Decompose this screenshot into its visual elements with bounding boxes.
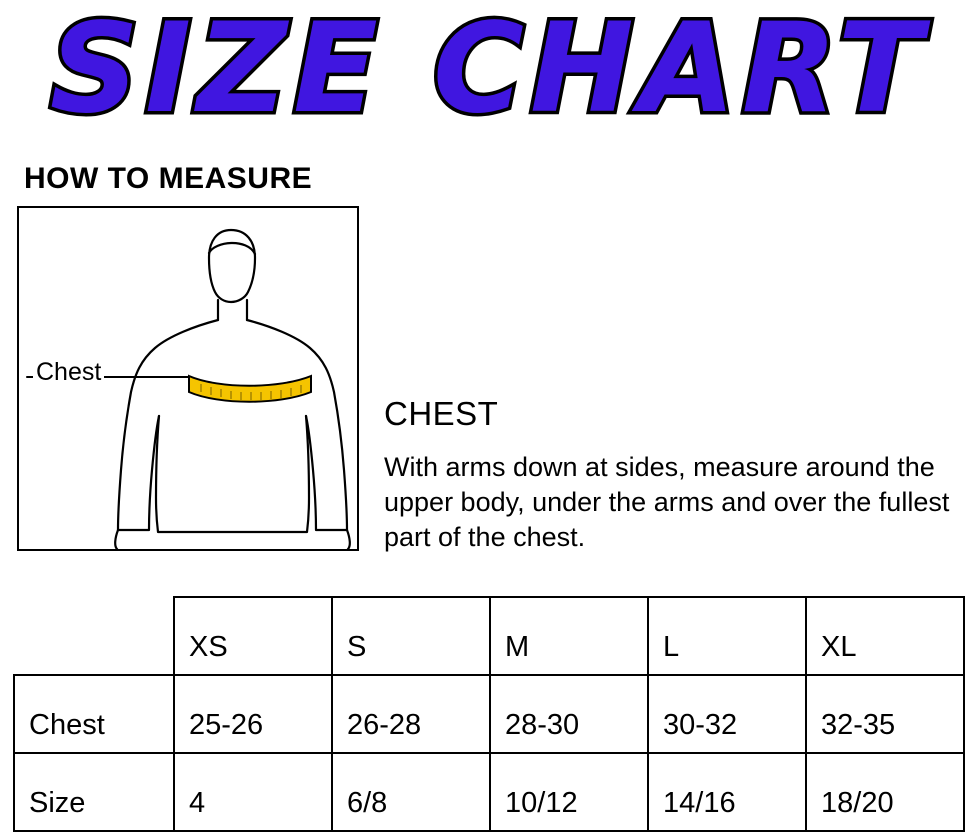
- table-header-l: L: [648, 597, 806, 675]
- page-title: SIZE CHART: [49, 0, 929, 141]
- table-row: [14, 753, 964, 831]
- row-label-size: Size: [14, 753, 174, 831]
- row-label-chest: Chest: [14, 675, 174, 753]
- chest-xs-value: 25-26: [174, 675, 332, 753]
- table-header-s: S: [332, 597, 490, 675]
- table-header-xs: XS: [174, 597, 332, 675]
- size-m-value: 10/12: [490, 753, 648, 831]
- tape-measure: [189, 376, 311, 402]
- table-corner-cell: [14, 597, 174, 675]
- chest-m-value: 28-30: [490, 675, 648, 753]
- chest-l-value: 30-32: [648, 675, 806, 753]
- description-body: With arms down at sides, measure around the upper body, under the arms and over the fullest part of the chest.: [384, 452, 950, 552]
- chest-xl-value: 32-35: [806, 675, 964, 753]
- table-header-row: [14, 597, 964, 675]
- size-l-value: 14/16: [648, 753, 806, 831]
- size-s-value: 6/8: [332, 753, 490, 831]
- how-to-measure-heading: HOW TO MEASURE: [24, 162, 313, 195]
- table-header-m: M: [490, 597, 648, 675]
- size-xl-value: 18/20: [806, 753, 964, 831]
- chest-s-value: 26-28: [332, 675, 490, 753]
- table-row: [14, 675, 964, 753]
- size-table: [13, 596, 965, 832]
- description-heading: CHEST: [384, 395, 499, 432]
- size-xs-value: 4: [174, 753, 332, 831]
- figure-chest-label: Chest: [33, 358, 104, 387]
- table-header-xl: XL: [806, 597, 964, 675]
- page-title-banner: [0, 0, 978, 148]
